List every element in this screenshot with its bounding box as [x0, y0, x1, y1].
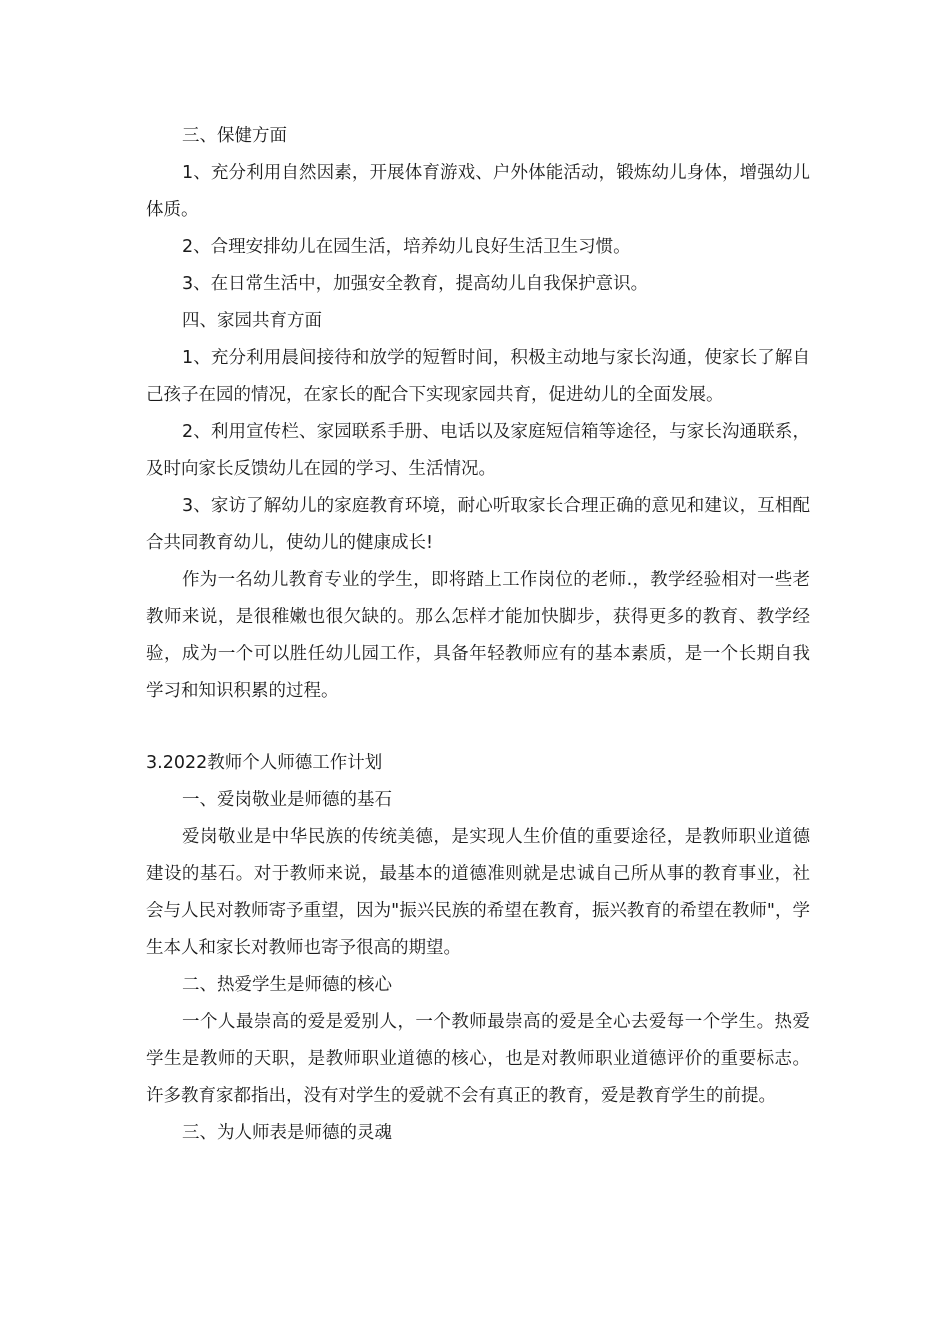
paragraph: 一个人最崇高的爱是爱别人，一个教师最崇高的爱是全心去爱每一个学生。热爱学生是教师的天职，是教师职业道德的核心，也是对教师职业道德评价的重要标志。许多教育家都指出，没有对学生的爱就不会有真正的教育，爱是教育学生的前提。	[146, 1012, 810, 1106]
heading-home-school: 四、家园共育方面	[182, 311, 322, 331]
subheading: 一、爱岗敬业是师德的基石	[182, 790, 392, 810]
paragraph: 3、在日常生活中，加强安全教育，提高幼儿自我保护意识。	[182, 274, 649, 294]
section-title: 3.2022教师个人师德工作计划	[146, 753, 383, 773]
paragraph: 2、合理安排幼儿在园生活，培养幼儿良好生活卫生习惯。	[182, 237, 631, 257]
subheading: 二、热爱学生是师德的核心	[182, 975, 392, 995]
paragraph: 1、充分利用晨间接待和放学的短暂时间，积极主动地与家长沟通，使家长了解自己孩子在园的情况，在家长的配合下实现家园共育，促进幼儿的全面发展。	[146, 348, 810, 405]
heading-health: 三、保健方面	[182, 126, 287, 146]
paragraph: 2、利用宣传栏、家园联系手册、电话以及家庭短信箱等途径，与家长沟通联系，及时向家长反馈幼儿在园的学习、生活情况。	[146, 422, 810, 479]
document-page	[146, 118, 810, 1152]
paragraph: 爱岗敬业是中华民族的传统美德，是实现人生价值的重要途径，是教师职业道德建设的基石。对于教师来说，最基本的道德准则就是忠诚自己所从事的教育事业，社会与人民对教师寄予重望，因为"振兴民族的希望在教育，振兴教育的希望在教师"，学生本人和家长对教师也寄予很高的期望。	[146, 827, 810, 958]
paragraph: 3、家访了解幼儿的家庭教育环境，耐心听取家长合理正确的意见和建议，互相配合共同教育幼儿，使幼儿的健康成长!	[146, 496, 810, 553]
subheading: 三、为人师表是师德的灵魂	[182, 1123, 392, 1143]
paragraph: 1、充分利用自然因素，开展体育游戏、户外体能活动，锻炼幼儿身体，增强幼儿体质。	[146, 163, 810, 220]
paragraph: 作为一名幼儿教育专业的学生，即将踏上工作岗位的老师.，教学经验相对一些老教师来说，是很稚嫩也很欠缺的。那么怎样才能加快脚步，获得更多的教育、教学经验，成为一个可以胜任幼儿园工作，具备年轻教师应有的基本素质，是一个长期自我学习和知识积累的过程。	[146, 570, 810, 701]
